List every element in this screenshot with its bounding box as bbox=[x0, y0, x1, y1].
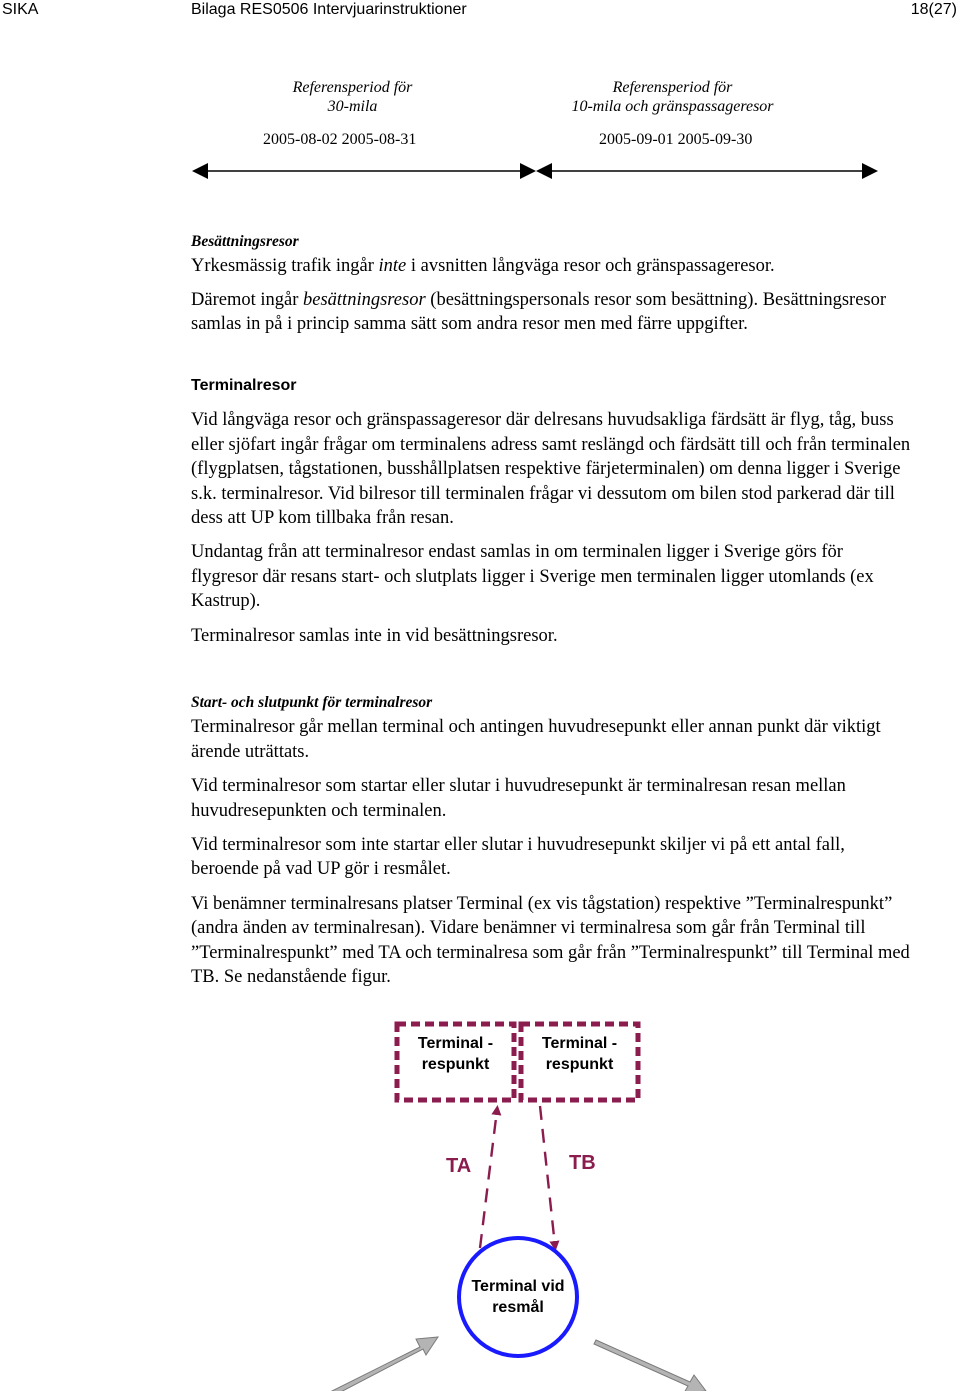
timeline-left-start: 2005-08-02 bbox=[263, 131, 338, 148]
timeline-arrows bbox=[0, 150, 960, 190]
terminalresor-paragraph-1: Vid långväga resor och gränspassageresor där delresans huvudsakliga färdsätt är flyg, tåg, buss eller sjöfart ingår frågar om terminalens adress samt reslängd och färdsätt till och från terminalen (flygplatsen, tågstationen, busshållplatsen respektive färjeterminalen) om denna ligger i Sverige s.k. terminalresor. Vid bilresor till terminalen frågar vi dessutom om bilen stod parkerad där till dess att UP kom tillbaka från resan. bbox=[191, 410, 911, 529]
outgoing-gray-arrow bbox=[594, 1340, 706, 1391]
section-start-slutpunkt bbox=[191, 691, 911, 989]
besattningsresor-paragraph-2: Däremot ingår besättningsresor (besättningspersonals resor som besättning). Besättningsresor samlas in på i princip samma sätt som andra resor men med färre uppgifter. bbox=[191, 289, 887, 335]
timeline-left-label bbox=[200, 78, 505, 116]
timeline-right-label-line1: Referensperiod för bbox=[612, 79, 733, 96]
besattningsresor-heading: Besättningsresor bbox=[191, 233, 299, 250]
tb-arrow bbox=[540, 1106, 555, 1246]
section-besattningsresor bbox=[191, 230, 911, 337]
header-doc-title: Bilaga RES0506 Intervjuarinstruktioner bbox=[191, 1, 467, 18]
terminalrespunkt-left-label: Terminal - respunkt bbox=[417, 1035, 494, 1073]
timeline-right-start: 2005-09-01 bbox=[599, 131, 674, 148]
timeline-right-label bbox=[520, 78, 825, 116]
start-slutpunkt-paragraph-1: Terminalresor går mellan terminal och antingen huvudresepunkt eller annan punkt där viktigt ärende uträttats. bbox=[191, 717, 881, 762]
timeline-right-arrow bbox=[536, 163, 878, 179]
start-slutpunkt-heading: Start- och slutpunkt för terminalresor bbox=[191, 694, 433, 711]
terminal-resmal-label: Terminal vid resmål bbox=[471, 1278, 565, 1316]
timeline-left-end: 2005-08-31 bbox=[341, 131, 417, 148]
start-slutpunkt-paragraph-2: Vid terminalresor som startar eller slutar i huvudresepunkt är terminalresan resan mellan huvudresepunkten och terminalen. bbox=[191, 776, 846, 821]
timeline-left-arrow bbox=[192, 163, 536, 179]
header-page-number: 18(27) bbox=[910, 1, 957, 18]
start-slutpunkt-paragraph-4: Vi benämner terminalresans platser Terminal (ex vis tågstation) respektive ”Terminalrespunkt” (andra änden av terminalresan). Vidare benämner vi terminalresa som går från Terminal till ”Terminalrespunkt” med TA och terminalresa som går från ”Terminalrespunkt” till Terminal med TB. Se nedanstående figur. bbox=[191, 893, 910, 988]
tb-label: TB bbox=[569, 1152, 596, 1174]
header-org: SIKA bbox=[2, 1, 39, 18]
terminalresor-paragraph-2: Undantag från att terminalresor endast samlas in om terminalen ligger i Sverige görs för flygresor där resans start- och slutplats ligger i Sverige men terminalen ligger utomlands (ex Kastrup). bbox=[191, 542, 874, 612]
timeline-left-label-line1: Referensperiod för bbox=[292, 79, 413, 96]
start-slutpunkt-paragraph-3: Vid terminalresor som inte startar eller slutar i huvudresepunkt skiljer vi på ett antal fall, beroende på vad UP gör i resmålet. bbox=[191, 835, 845, 880]
besattningsresor-paragraph-1: Yrkesmässig trafik ingår inte i avsnitten långväga resor och gränspassageresor. bbox=[191, 256, 775, 277]
timeline-right-label-line2: 10-mila och gränspassageresor bbox=[571, 98, 774, 115]
timeline-right-dates bbox=[599, 130, 752, 149]
section-terminalresor bbox=[191, 374, 911, 648]
ta-arrow bbox=[480, 1110, 497, 1248]
timeline-left-dates bbox=[263, 130, 416, 149]
terminalresor-paragraph-3: Terminalresor samlas inte in vid besättningsresor. bbox=[191, 625, 558, 646]
ta-label: TA bbox=[446, 1155, 472, 1177]
incoming-gray-arrow bbox=[330, 1337, 438, 1391]
timeline-right-end: 2005-09-30 bbox=[677, 131, 753, 148]
terminalresor-heading: Terminalresor bbox=[191, 377, 297, 394]
terminalrespunkt-right-label: Terminal - respunkt bbox=[541, 1035, 618, 1073]
timeline-left-label-line2: 30-mila bbox=[327, 98, 378, 115]
